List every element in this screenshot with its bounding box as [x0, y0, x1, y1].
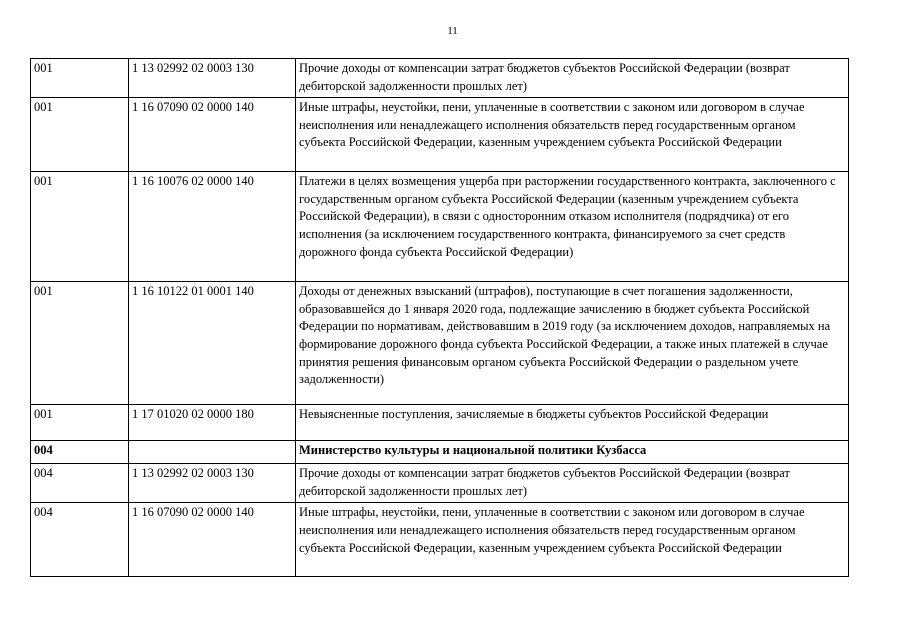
revenue-name-cell: Иные штрафы, неустойки, пени, уплаченные в соответствии с законом или договором в случае неисполнения или ненадлежащего исполнения обязательств перед государственным органом субъекта Российской Федерации, казенным учреждением субъекта Российской Федерации [296, 503, 849, 577]
admin-code-cell: 001 [31, 172, 129, 282]
table-row [31, 464, 849, 503]
revenue-codes-table [30, 58, 849, 577]
revenue-name-cell: Доходы от денежных взысканий (штрафов), поступающие в счет погашения задолженности, образовавшейся до 1 января 2020 года, подлежащие зачислению в бюджет субъекта Российской Федерации по нормативам, действовавшим в 2019 году (за исключением доходов, направляемых на формирование дорожного фонда субъекта Российской Федерации, а также иных платежей в случае принятия решения финансовым органом субъекта Российской Федерации о раздельном учете задолженности) [296, 282, 849, 405]
admin-code-cell: 001 [31, 59, 129, 98]
ministry-name-cell: Министерство культуры и национальной политики Кузбасса [296, 441, 849, 464]
table-row [31, 98, 849, 172]
admin-code-cell: 001 [31, 98, 129, 172]
admin-code-cell: 001 [31, 282, 129, 405]
admin-code-cell: 004 [31, 441, 129, 464]
admin-code-cell: 004 [31, 464, 129, 503]
table-row [31, 172, 849, 282]
page-number: 11 [447, 25, 458, 37]
revenue-code-cell: 1 13 02992 02 0003 130 [129, 59, 296, 98]
admin-code-cell: 004 [31, 503, 129, 577]
revenue-name-cell: Прочие доходы от компенсации затрат бюджетов субъектов Российской Федерации (возврат дебиторской задолженности прошлых лет) [296, 59, 849, 98]
revenue-name-cell: Прочие доходы от компенсации затрат бюджетов субъектов Российской Федерации (возврат дебиторской задолженности прошлых лет) [296, 464, 849, 503]
table-row [31, 59, 849, 98]
table-row [31, 503, 849, 577]
revenue-code-cell: 1 16 10122 01 0001 140 [129, 282, 296, 405]
revenue-code-cell [129, 441, 296, 464]
revenue-code-cell: 1 13 02992 02 0003 130 [129, 464, 296, 503]
admin-code-cell: 001 [31, 405, 129, 441]
revenue-code-cell: 1 16 07090 02 0000 140 [129, 503, 296, 577]
revenue-name-cell: Иные штрафы, неустойки, пени, уплаченные в соответствии с законом или договором в случае неисполнения или ненадлежащего исполнения обязательств перед государственным органом субъекта Российской Федерации, казенным учреждением субъекта Российской Федерации [296, 98, 849, 172]
table-row [31, 405, 849, 441]
table-row [31, 282, 849, 405]
table-row-section-header [31, 441, 849, 464]
revenue-name-cell: Платежи в целях возмещения ущерба при расторжении государственного контракта, заключенного с государственным органом субъекта Российской Федерации (казенным учреждением субъекта Российской Федерации), в связи с односторонним отказом исполнителя (подрядчика) от его исполнения (за исключением государственного контракта, финансируемого за счет средств дорожного фонда субъекта Российской Федерации) [296, 172, 849, 282]
revenue-code-cell: 1 17 01020 02 0000 180 [129, 405, 296, 441]
revenue-code-cell: 1 16 10076 02 0000 140 [129, 172, 296, 282]
revenue-code-cell: 1 16 07090 02 0000 140 [129, 98, 296, 172]
revenue-name-cell: Невыясненные поступления, зачисляемые в бюджеты субъектов Российской Федерации [296, 405, 849, 441]
